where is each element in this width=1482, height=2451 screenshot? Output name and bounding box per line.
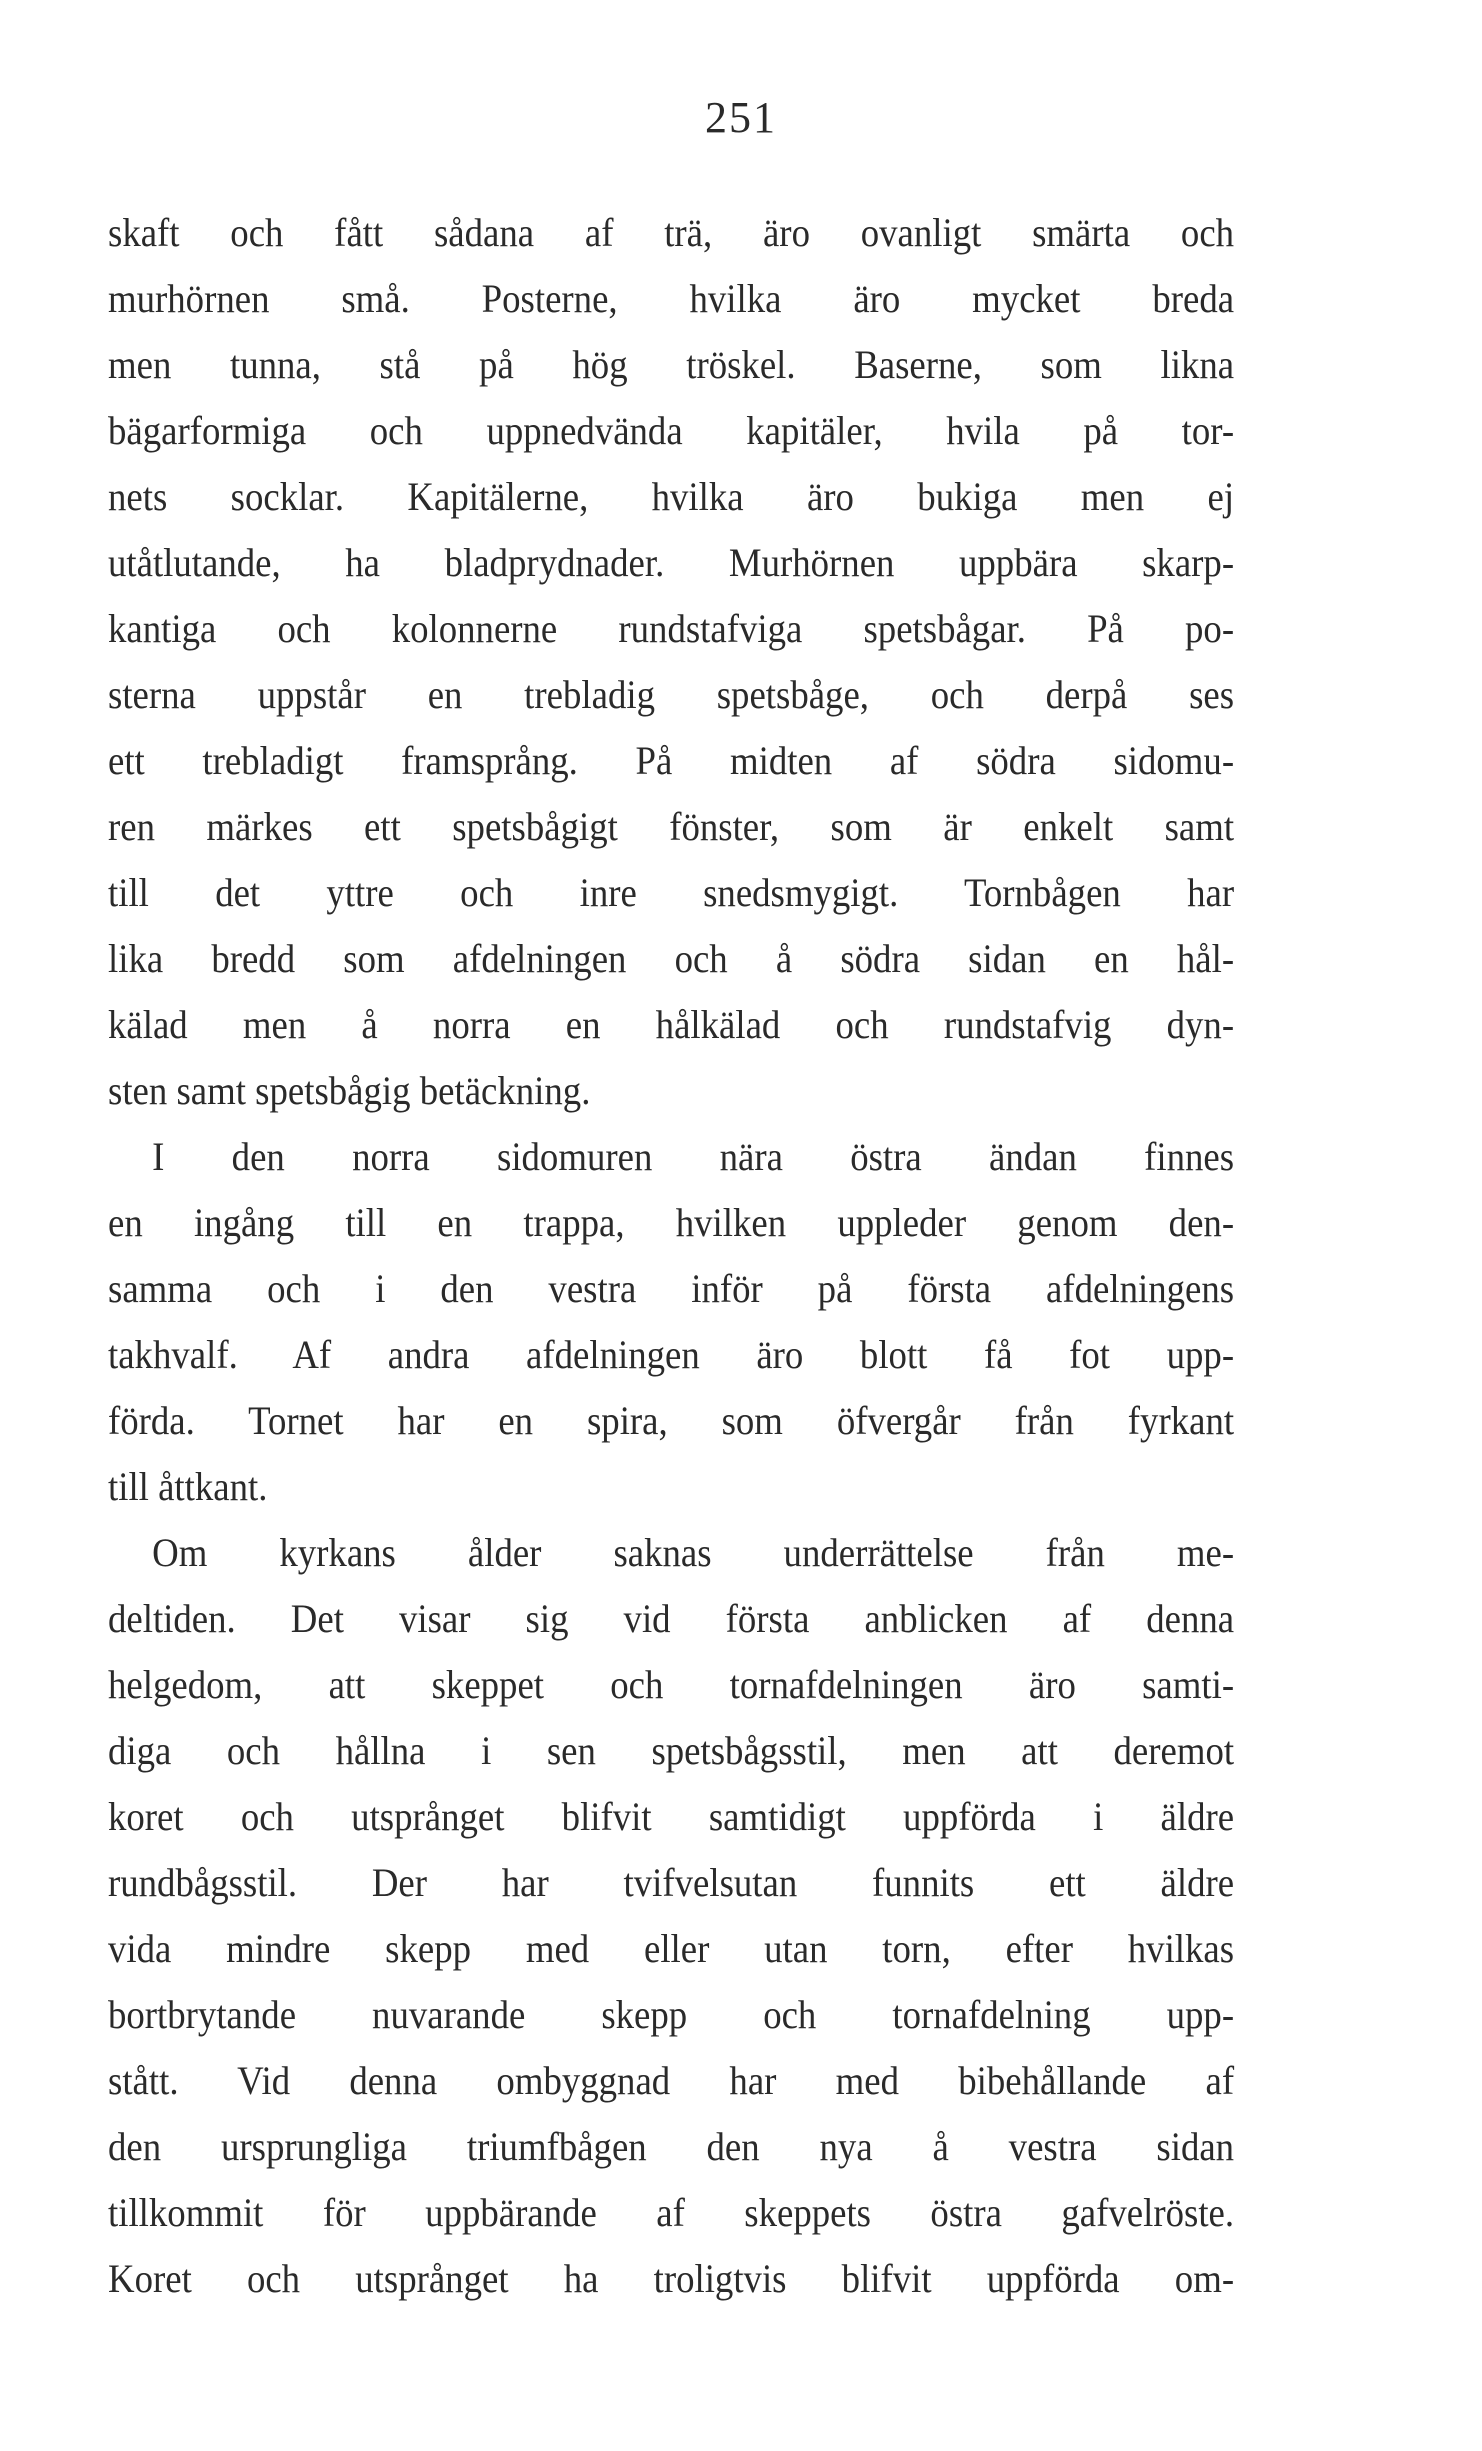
text-line: ren märkes ett spetsbågigt fönster, som är enkelt samt <box>108 804 1235 849</box>
body-text <box>108 200 1234 2312</box>
text-line: utåtlutande, ha bladprydnader. Murhörnen uppbära skarp- <box>108 540 1235 585</box>
text-line: samma och i den vestra inför på första afdelningens <box>108 1266 1235 1311</box>
page-number: 251 <box>705 93 777 142</box>
text-line: en ingång till en trappa, hvilken uppleder genom den- <box>108 1200 1235 1245</box>
text-line: tillkommit för uppbärande af skeppets östra gafvelröste. <box>108 2190 1235 2235</box>
text-line: vida mindre skepp med eller utan torn, efter hvilkas <box>108 1926 1235 1971</box>
text-line: ett trebladigt framsprång. På midten af södra sidomu- <box>108 738 1235 783</box>
text-line: till åttkant. <box>108 1464 268 1509</box>
text-line: bortbrytande nuvarande skepp och tornafdelning upp- <box>108 1992 1235 2037</box>
text-line: takhvalf. Af andra afdelningen äro blott få fot upp- <box>108 1332 1235 1377</box>
text-line: murhörnen små. Posterne, hvilka äro mycket breda <box>108 276 1235 321</box>
text-line: sterna uppstår en trebladig spetsbåge, och derpå ses <box>108 672 1235 717</box>
text-line: rundbågsstil. Der har tvifvelsutan funnits ett äldre <box>108 1860 1235 1905</box>
text-line: till det yttre och inre snedsmygigt. Tornbågen har <box>108 870 1235 915</box>
text-line: förda. Tornet har en spira, som öfvergår från fyrkant <box>108 1398 1235 1443</box>
text-line: skaft och fått sådana af trä, äro ovanligt smärta och <box>108 210 1235 255</box>
text-line: bägarformiga och uppnedvända kapitäler, hvila på tor- <box>108 408 1235 453</box>
text-line: Koret och utsprånget ha troligtvis blifvit uppförda om- <box>108 2256 1235 2301</box>
text-line: den ursprungliga triumfbågen den nya å vestra sidan <box>108 2124 1235 2169</box>
text-line: nets socklar. Kapitälerne, hvilka äro bukiga men ej <box>108 474 1235 519</box>
text-line: sten samt spetsbågig betäckning. <box>108 1068 591 1113</box>
text-line: koret och utsprånget blifvit samtidigt uppförda i äldre <box>108 1794 1235 1839</box>
text-line: kälad men å norra en hålkälad och rundstafvig dyn- <box>108 1002 1235 1047</box>
text-line: stått. Vid denna ombyggnad har med bibehållande af <box>108 2058 1235 2103</box>
text-line: lika bredd som afdelningen och å södra sidan en hål- <box>108 936 1235 981</box>
text-line: helgedom, att skeppet och tornafdelningen äro samti- <box>108 1662 1235 1707</box>
text-line: Om kyrkans ålder saknas underrättelse från me- <box>152 1530 1235 1575</box>
text-line: deltiden. Det visar sig vid första anblicken af denna <box>108 1596 1235 1641</box>
text-line: men tunna, stå på hög tröskel. Baserne, som likna <box>108 342 1235 387</box>
text-line: kantiga och kolonnerne rundstafviga spetsbågar. På po- <box>108 606 1235 651</box>
text-line: diga och hållna i sen spetsbågsstil, men att deremot <box>108 1728 1235 1773</box>
text-line: I den norra sidomuren nära östra ändan finnes <box>152 1134 1235 1179</box>
